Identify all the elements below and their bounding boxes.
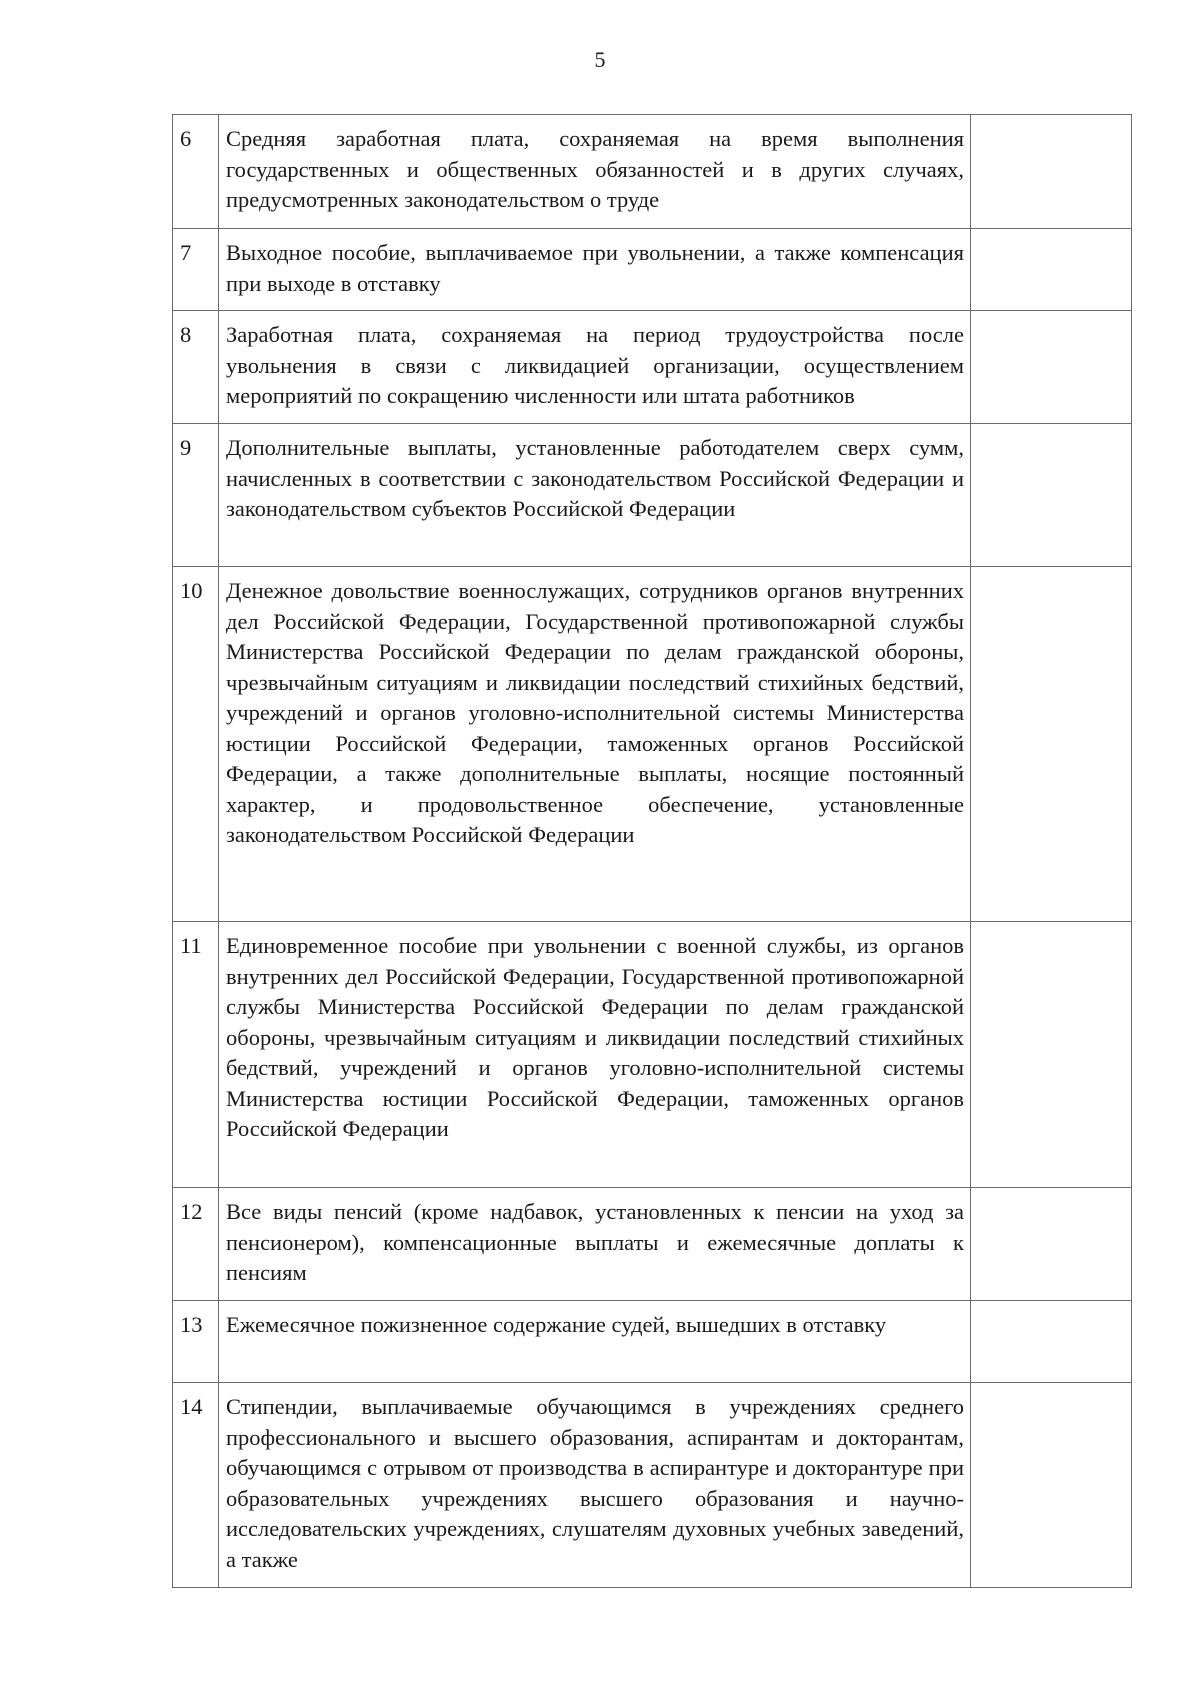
table-row <box>173 1301 1132 1383</box>
row-number: 8 <box>173 311 219 424</box>
table-row <box>173 115 1132 229</box>
row-number: 13 <box>173 1301 219 1383</box>
row-text: Ежемесячное пожизненное содержание судей, вышедших в отставку <box>219 1301 971 1383</box>
row-value-cell <box>971 424 1132 567</box>
row-text: Денежное довольствие военнослужащих, сотрудников органов внутренних дел Российской Федерации, Государственной противопожарной службы Министерства Российской Федерации по делам гражданской обороны, чрезвычайным ситуациям и ликвидации последствий стихийных бедствий, учреждений и органов уголовно-исполнительной системы Министерства юстиции Российской Федерации, таможенных органов Российской Федерации, а также дополнительные выплаты, носящие постоянный характер, и продовольственное обеспечение, установленные законодательством Российской Федерации <box>219 567 971 922</box>
table-row <box>173 311 1132 424</box>
income-types-table <box>172 114 1132 1588</box>
row-number: 12 <box>173 1188 219 1301</box>
row-number: 7 <box>173 229 219 311</box>
row-number: 6 <box>173 115 219 229</box>
row-value-cell <box>971 567 1132 922</box>
row-value-cell <box>971 311 1132 424</box>
table-row <box>173 424 1132 567</box>
row-text: Все виды пенсий (кроме надбавок, установленных к пенсии на уход за пенсионером), компенсационные выплаты и ежемесячные доплаты к пенсиям <box>219 1188 971 1301</box>
row-number: 9 <box>173 424 219 567</box>
table-row <box>173 567 1132 922</box>
page-number: 5 <box>594 47 606 72</box>
row-value-cell <box>971 229 1132 311</box>
row-text: Заработная плата, сохраняемая на период трудоустройства после увольнения в связи с ликвидацией организации, осуществлением мероприятий по сокращению численности или штата работников <box>219 311 971 424</box>
row-value-cell <box>971 115 1132 229</box>
table-row <box>173 1188 1132 1301</box>
row-text: Выходное пособие, выплачиваемое при увольнении, а также компенсация при выходе в отставку <box>219 229 971 311</box>
row-text: Дополнительные выплаты, установленные работодателем сверх сумм, начисленных в соответствии с законодательством Российской Федерации и законодательством субъектов Российской Федерации <box>219 424 971 567</box>
row-text: Средняя заработная плата, сохраняемая на время выполнения государственных и общественных обязанностей и в других случаях, предусмотренных законодательством о труде <box>219 115 971 229</box>
row-number: 14 <box>173 1383 219 1588</box>
row-value-cell <box>971 1188 1132 1301</box>
row-value-cell <box>971 1301 1132 1383</box>
row-number: 11 <box>173 922 219 1188</box>
row-value-cell <box>971 922 1132 1188</box>
row-text: Единовременное пособие при увольнении с военной службы, из органов внутренних дел Российской Федерации, Государственной противопожарной службы Министерства Российской Федерации по делам гражданской обороны, чрезвычайным ситуациям и ликвидации последствий стихийных бедствий, учреждений и органов уголовно-исполнительной системы Министерства юстиции Российской Федерации, таможенных органов Российской Федерации <box>219 922 971 1188</box>
row-text: Стипендии, выплачиваемые обучающимся в учреждениях среднего профессионального и высшего образования, аспирантам и докторантам, обучающимся с отрывом от производства в аспирантуре и докторантуре при образовательных учреждениях высшего образования и научно-исследовательских учреждениях, слушателям духовных учебных заведений, а также <box>219 1383 971 1588</box>
row-number: 10 <box>173 567 219 922</box>
row-value-cell <box>971 1383 1132 1588</box>
table-row <box>173 922 1132 1188</box>
table-row <box>173 1383 1132 1588</box>
table-row <box>173 229 1132 311</box>
